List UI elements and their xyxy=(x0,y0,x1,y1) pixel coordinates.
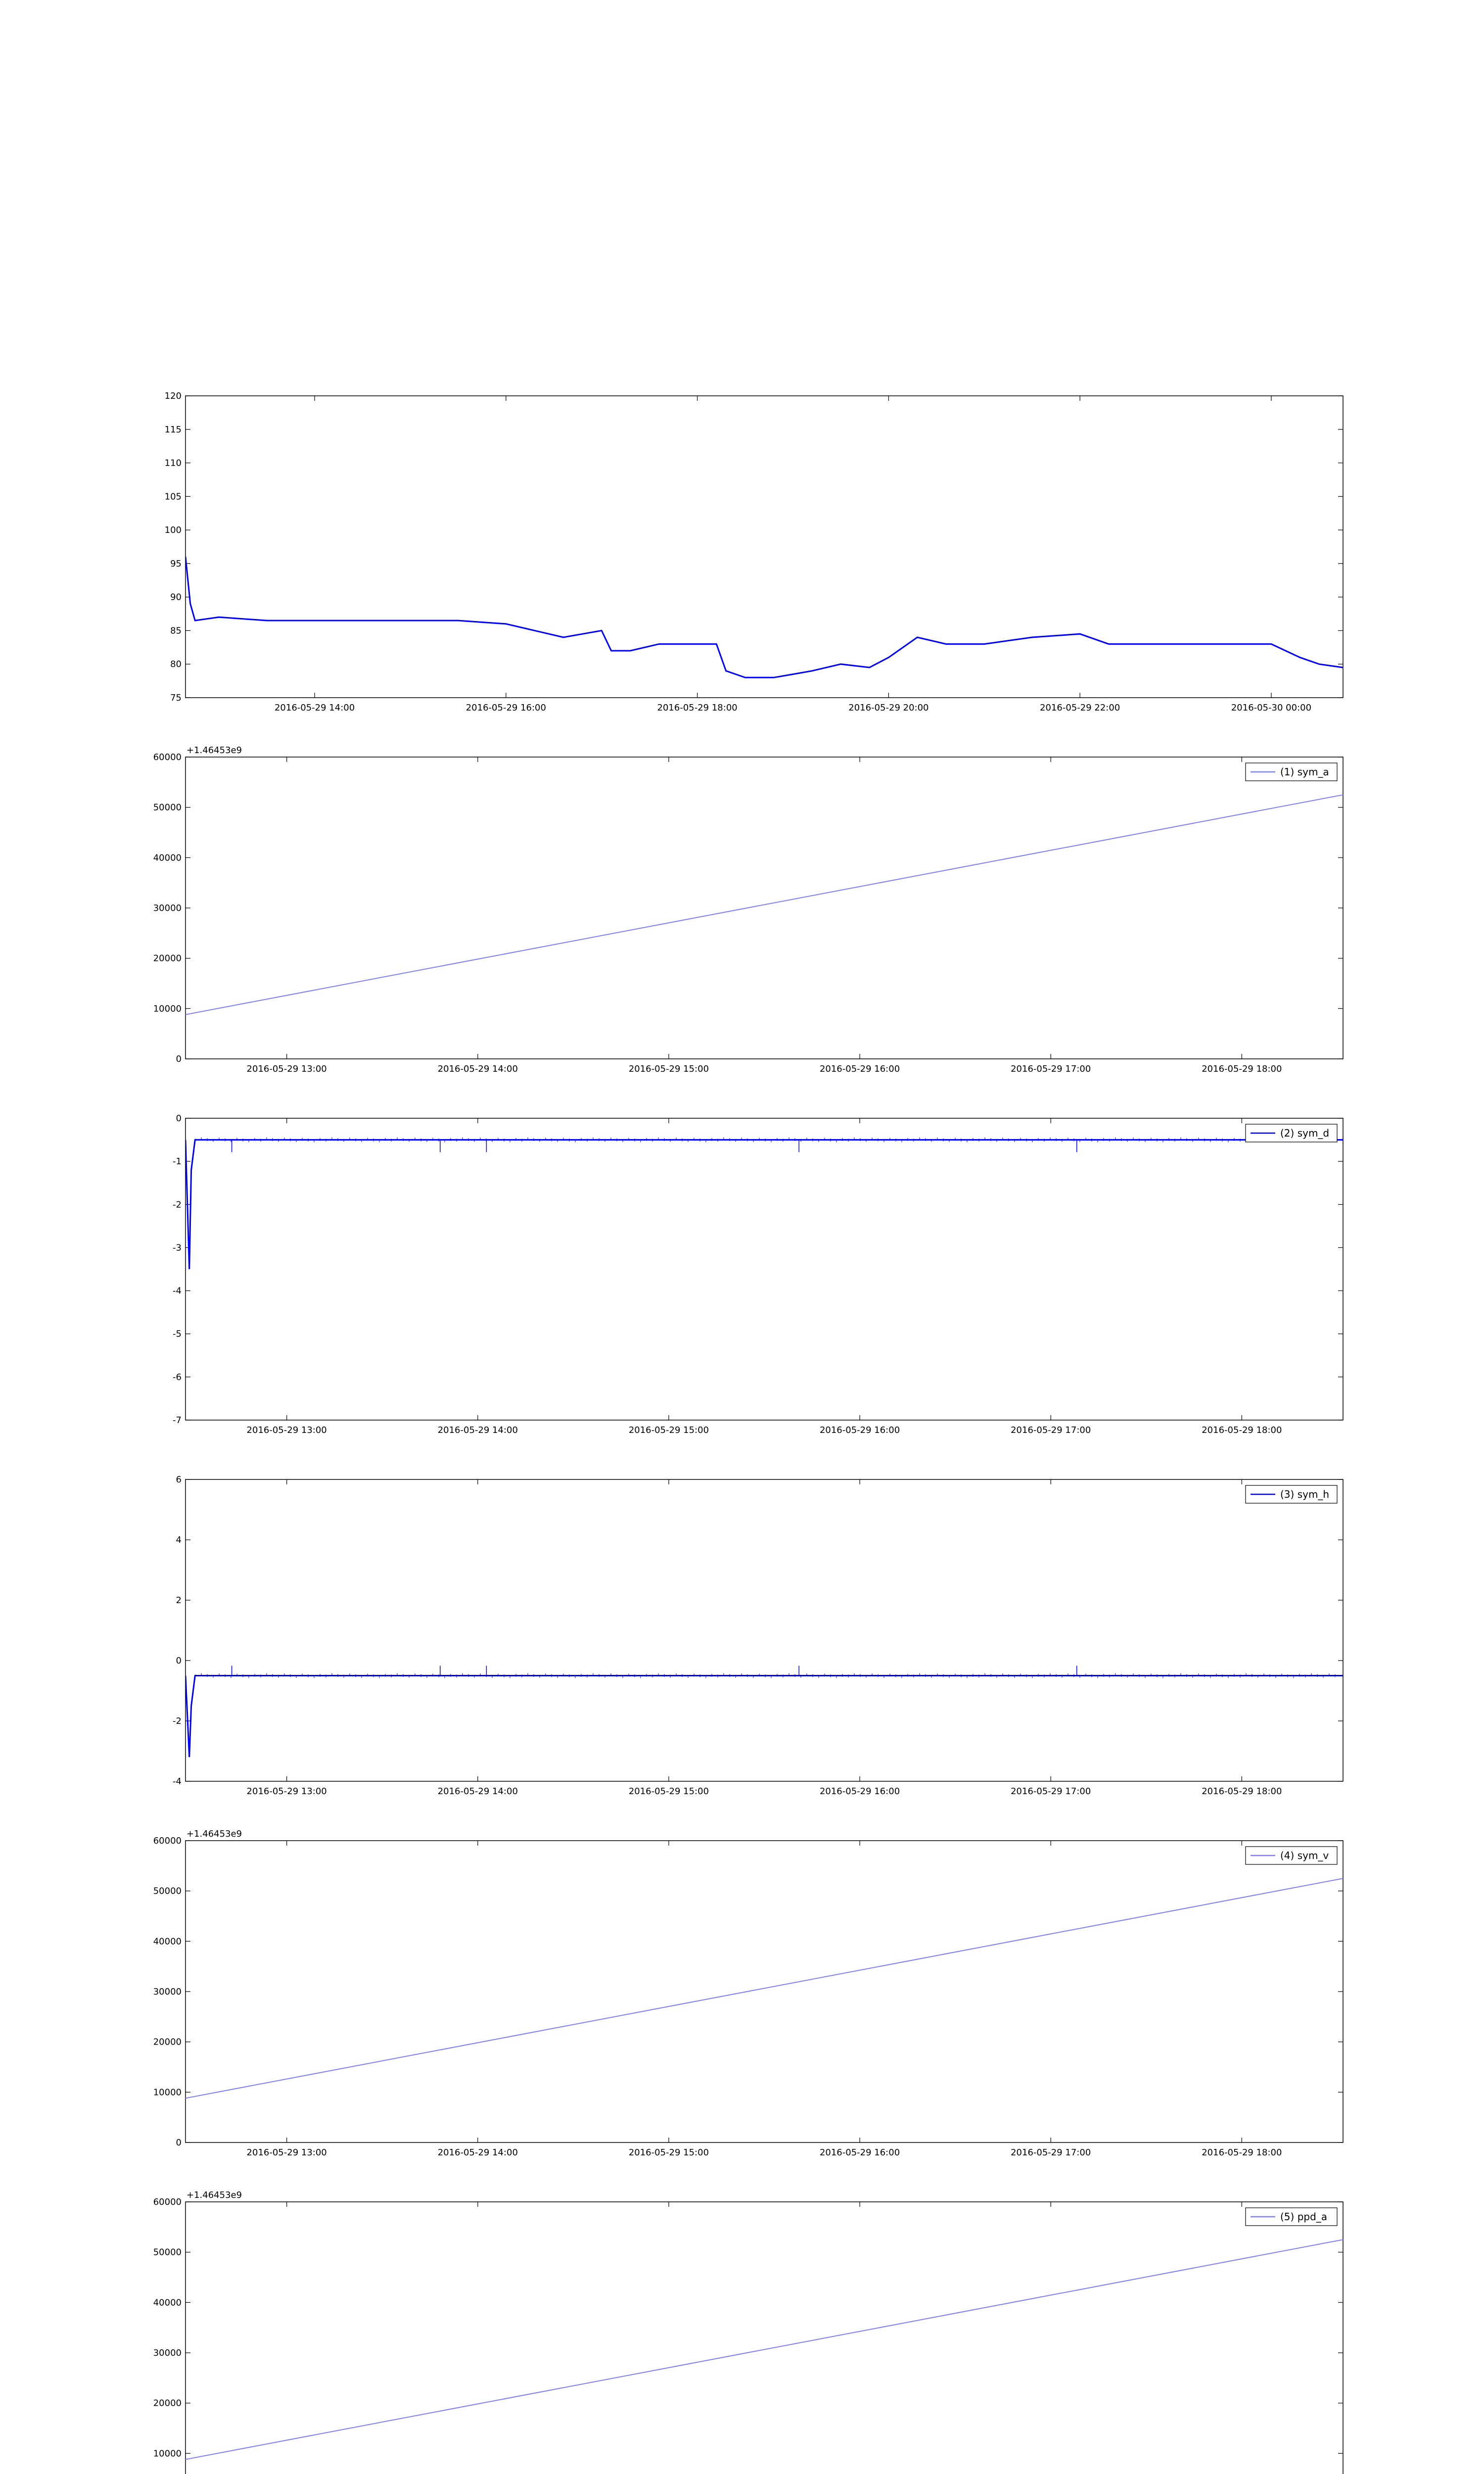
x-tick-label: 2016-05-29 16:00 xyxy=(465,703,546,713)
chart-panel-4 xyxy=(173,1475,1343,1797)
y-tick-label: 10000 xyxy=(153,2087,182,2098)
y-tick-label: 40000 xyxy=(153,1936,182,1947)
series-line-1 xyxy=(186,1878,1343,2098)
series-line-1 xyxy=(186,2239,1343,2459)
x-tick-label: 2016-05-29 17:00 xyxy=(1011,1064,1091,1074)
y-tick-label: 50000 xyxy=(153,802,182,813)
legend-entry: (2) sym_d xyxy=(1280,1127,1330,1139)
y-tick-label: 50000 xyxy=(153,2247,182,2258)
y-tick-label: 0 xyxy=(176,1113,182,1124)
x-tick-label: 2016-05-29 14:00 xyxy=(274,703,355,713)
y-tick-label: 80 xyxy=(170,659,182,670)
y-tick-label: 60000 xyxy=(153,752,182,762)
plot-frame xyxy=(186,757,1343,1059)
chart-panel-5 xyxy=(153,1829,1343,2158)
y-tick-label: 2 xyxy=(176,1595,182,1606)
x-tick-label: 2016-05-29 18:00 xyxy=(1202,1064,1282,1074)
y-tick-label: -4 xyxy=(173,1776,182,1787)
y-tick-label: -6 xyxy=(173,1372,182,1382)
plot-frame xyxy=(186,396,1343,698)
x-tick-label: 2016-05-29 17:00 xyxy=(1011,1425,1091,1435)
x-tick-label: 2016-05-29 13:00 xyxy=(246,2147,327,2158)
y-tick-label: 20000 xyxy=(153,2037,182,2047)
x-tick-label: 2016-05-30 00:00 xyxy=(1231,703,1312,713)
x-tick-label: 2016-05-29 14:00 xyxy=(437,1786,518,1797)
x-tick-label: 2016-05-29 16:00 xyxy=(819,2147,900,2158)
legend-entry: (5) ppd_a xyxy=(1280,2211,1328,2223)
y-tick-label: -3 xyxy=(173,1242,182,1253)
x-tick-label: 2016-05-29 20:00 xyxy=(848,703,929,713)
x-tick-label: 2016-05-29 15:00 xyxy=(628,1786,709,1797)
x-tick-label: 2016-05-29 16:00 xyxy=(819,1425,900,1435)
y-tick-label: 10000 xyxy=(153,1003,182,1014)
legend-entry: (1) sym_a xyxy=(1280,766,1329,778)
chart-panel-6 xyxy=(153,2190,1343,2474)
y-tick-label: 0 xyxy=(176,1054,182,1064)
y-tick-label: 30000 xyxy=(153,1987,182,1997)
y-tick-label: 95 xyxy=(170,558,182,569)
x-tick-label: 2016-05-29 13:00 xyxy=(246,1425,327,1435)
x-tick-label: 2016-05-29 13:00 xyxy=(246,1786,327,1797)
y-tick-label: 20000 xyxy=(153,2398,182,2409)
y-tick-label: -2 xyxy=(173,1716,182,1726)
y-tick-label: 30000 xyxy=(153,2348,182,2358)
y-tick-label: -7 xyxy=(173,1415,182,1426)
x-tick-label: 2016-05-29 17:00 xyxy=(1011,2147,1091,2158)
x-tick-label: 2016-05-29 17:00 xyxy=(1011,1786,1091,1797)
chart-panel-1 xyxy=(165,391,1343,713)
axis-offset-label: +1.46453e9 xyxy=(186,2190,242,2200)
y-tick-label: 6 xyxy=(176,1475,182,1485)
y-tick-label: 10000 xyxy=(153,2448,182,2459)
y-tick-label: 120 xyxy=(164,391,182,401)
y-tick-label: 90 xyxy=(170,592,182,603)
y-tick-label: -2 xyxy=(173,1199,182,1210)
x-tick-label: 2016-05-29 15:00 xyxy=(628,2147,709,2158)
y-tick-label: 110 xyxy=(164,458,182,469)
axis-offset-label: +1.46453e9 xyxy=(186,1829,242,1839)
y-tick-label: -5 xyxy=(173,1329,182,1339)
y-tick-label: -1 xyxy=(173,1156,182,1167)
legend-entry: (4) sym_v xyxy=(1280,1850,1329,1861)
y-tick-label: 0 xyxy=(176,2138,182,2148)
x-tick-label: 2016-05-29 18:00 xyxy=(1202,2147,1282,2158)
series-line-1 xyxy=(186,1676,1343,1758)
y-tick-label: 85 xyxy=(170,625,182,636)
legend-entry: (3) sym_h xyxy=(1280,1488,1330,1500)
x-tick-label: 2016-05-29 14:00 xyxy=(437,1425,518,1435)
x-tick-label: 2016-05-29 22:00 xyxy=(1040,703,1120,713)
y-tick-label: 40000 xyxy=(153,853,182,863)
x-tick-label: 2016-05-29 13:00 xyxy=(246,1064,327,1074)
x-tick-label: 2016-05-29 16:00 xyxy=(819,1786,900,1797)
series-line-1 xyxy=(186,557,1343,677)
plot-frame xyxy=(186,1118,1343,1420)
x-tick-label: 2016-05-29 18:00 xyxy=(1202,1786,1282,1797)
x-tick-label: 2016-05-29 16:00 xyxy=(819,1064,900,1074)
axis-offset-label: +1.46453e9 xyxy=(186,745,242,756)
plot-frame xyxy=(186,1841,1343,2142)
y-tick-label: 60000 xyxy=(153,1836,182,1846)
plot-frame xyxy=(186,2202,1343,2474)
plot-frame xyxy=(186,1479,1343,1781)
series-line-1 xyxy=(186,795,1343,1014)
x-tick-label: 2016-05-29 18:00 xyxy=(1202,1425,1282,1435)
x-tick-label: 2016-05-29 15:00 xyxy=(628,1425,709,1435)
y-tick-label: 115 xyxy=(164,424,182,435)
y-tick-label: 40000 xyxy=(153,2297,182,2308)
y-tick-label: 20000 xyxy=(153,953,182,964)
x-tick-label: 2016-05-29 15:00 xyxy=(628,1064,709,1074)
chart-panel-3 xyxy=(173,1113,1343,1435)
chart-panel-2 xyxy=(153,745,1343,1074)
series-line-1 xyxy=(186,1140,1343,1269)
y-tick-label: 0 xyxy=(176,1656,182,1666)
y-tick-label: 4 xyxy=(176,1535,182,1545)
x-tick-label: 2016-05-29 14:00 xyxy=(437,2147,518,2158)
y-tick-label: 75 xyxy=(170,693,182,703)
y-tick-label: 100 xyxy=(164,525,182,536)
y-tick-label: 30000 xyxy=(153,903,182,913)
y-tick-label: 50000 xyxy=(153,1886,182,1897)
x-tick-label: 2016-05-29 14:00 xyxy=(437,1064,518,1074)
x-tick-label: 2016-05-29 18:00 xyxy=(657,703,738,713)
y-tick-label: -4 xyxy=(173,1285,182,1296)
y-tick-label: 105 xyxy=(164,491,182,502)
y-tick-label: 60000 xyxy=(153,2197,182,2207)
